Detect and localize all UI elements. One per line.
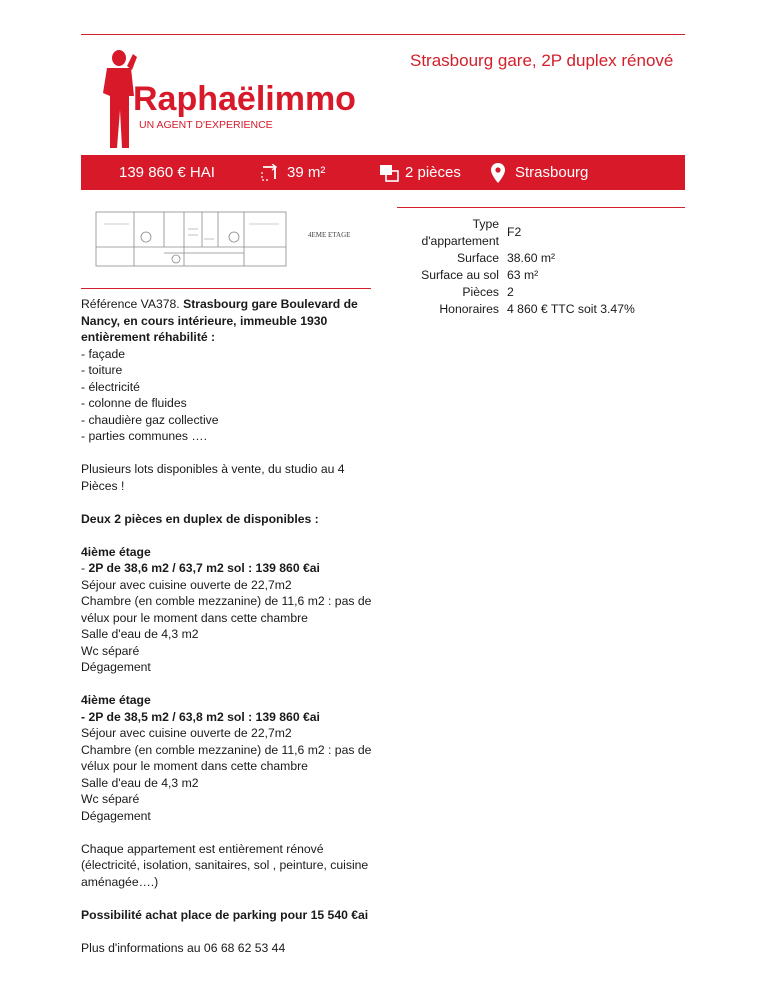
spec-value: F2 xyxy=(507,225,522,239)
spec-label: Surface xyxy=(456,251,499,265)
spec-label: Surface au sol xyxy=(421,268,499,282)
description-divider xyxy=(81,288,371,289)
duplex-heading: Deux 2 pièces en duplex de disponibles : xyxy=(81,511,319,526)
surface-icon xyxy=(261,164,279,182)
unit-line: Wc séparé xyxy=(81,643,140,658)
location-pin-icon xyxy=(491,163,505,183)
raphaelimmo-logo xyxy=(93,48,363,153)
rooms-summary xyxy=(379,155,461,190)
specs-divider xyxy=(397,207,685,208)
unit-line: Chambre (en comble mezzanine) de 11,6 m2 : pas de vélux pour le moment dans cette chambre xyxy=(81,742,372,773)
unit-line: Chambre (en comble mezzanine) de 11,6 m2 : pas de vélux pour le moment dans cette chambre xyxy=(81,594,372,625)
spec-value: 4 860 € TTC soit 3.47% xyxy=(507,302,635,316)
unit-line: Salle d'eau de 4,3 m2 xyxy=(81,627,199,641)
unit-2 xyxy=(81,692,373,824)
agent-silhouette-icon xyxy=(103,50,137,148)
price: 139 860 € HAI xyxy=(119,164,215,181)
summary-bar xyxy=(81,155,685,190)
surface-value: 39 m² xyxy=(287,164,326,181)
unit-summary: - 2P de 38,6 m2 / 63,7 m2 sol : 139 860 €ai xyxy=(81,561,320,575)
surface-summary xyxy=(261,155,325,190)
spec-value: 2 xyxy=(507,285,514,299)
logo-wordmark: Raphaëlimmo xyxy=(133,80,356,118)
rooms-value: 2 pièces xyxy=(405,164,461,181)
unit-line: Dégagement xyxy=(81,660,151,674)
works-item: - chaudière gaz collective xyxy=(81,412,219,427)
spec-value: 38.60 m² xyxy=(507,251,556,265)
city-summary xyxy=(491,155,588,190)
unit-line: Dégagement xyxy=(81,808,151,823)
unit-1 xyxy=(81,544,373,676)
works-item: - toiture xyxy=(81,363,123,377)
unit-floor: 4ième étage xyxy=(81,693,151,707)
spec-row xyxy=(397,301,677,318)
lots-paragraph: Plusieurs lots disponibles à vente, du studio au 4 Pièces ! xyxy=(81,462,345,493)
unit-floor: 4ième étage xyxy=(81,544,151,559)
works-item: - colonne de fluides xyxy=(81,396,187,410)
works-item: - parties communes …. xyxy=(81,429,207,443)
floor-plan-label: 4EME ETAGE xyxy=(308,231,351,239)
listing-title: Strasbourg gare, 2P duplex rénové xyxy=(410,51,674,70)
listing-description xyxy=(81,296,373,973)
spec-row xyxy=(397,284,677,301)
spec-label: Pièces xyxy=(462,285,499,299)
parking-paragraph: Possibilité achat place de parking pour 15 540 €ai xyxy=(81,907,369,922)
spec-label: Type d'appartement xyxy=(421,217,499,248)
works-item: - électricité xyxy=(81,379,140,394)
floor-plan-image xyxy=(94,209,368,271)
works-item: - façade xyxy=(81,346,126,361)
spec-row xyxy=(397,216,677,250)
spec-label: Honoraires xyxy=(439,302,499,316)
spec-row xyxy=(397,250,677,267)
intro-paragraph xyxy=(81,296,373,445)
unit-line: Séjour avec cuisine ouverte de 22,7m2 xyxy=(81,726,292,740)
reference: Référence VA378. xyxy=(81,297,184,311)
logo-tagline: UN AGENT D'EXPERIENCE xyxy=(139,119,273,131)
unit-line: Séjour avec cuisine ouverte de 22,7m2 xyxy=(81,577,292,592)
spec-value: 63 m² xyxy=(507,268,539,282)
specs-table xyxy=(397,216,677,318)
spec-row xyxy=(397,267,677,284)
contact-paragraph: Plus d'informations au 06 68 62 53 44 xyxy=(81,940,286,955)
unit-summary: - 2P de 38,5 m2 / 63,8 m2 sol : 139 860 €ai xyxy=(81,709,320,724)
unit-line: Wc séparé xyxy=(81,792,140,806)
city-value: Strasbourg xyxy=(515,164,589,181)
rooms-icon xyxy=(379,164,399,182)
intro-bold: Strasbourg gare Boulevard de Nancy, en cours intérieure, immeuble 1930 entièrement réhabilité : xyxy=(81,297,358,344)
renovation-paragraph: Chaque appartement est entièrement rénové (électricité, isolation, sanitaires, sol , peinture, cuisine aménagée….) xyxy=(81,841,369,889)
top-divider xyxy=(81,34,685,35)
unit-line: Salle d'eau de 4,3 m2 xyxy=(81,775,199,790)
